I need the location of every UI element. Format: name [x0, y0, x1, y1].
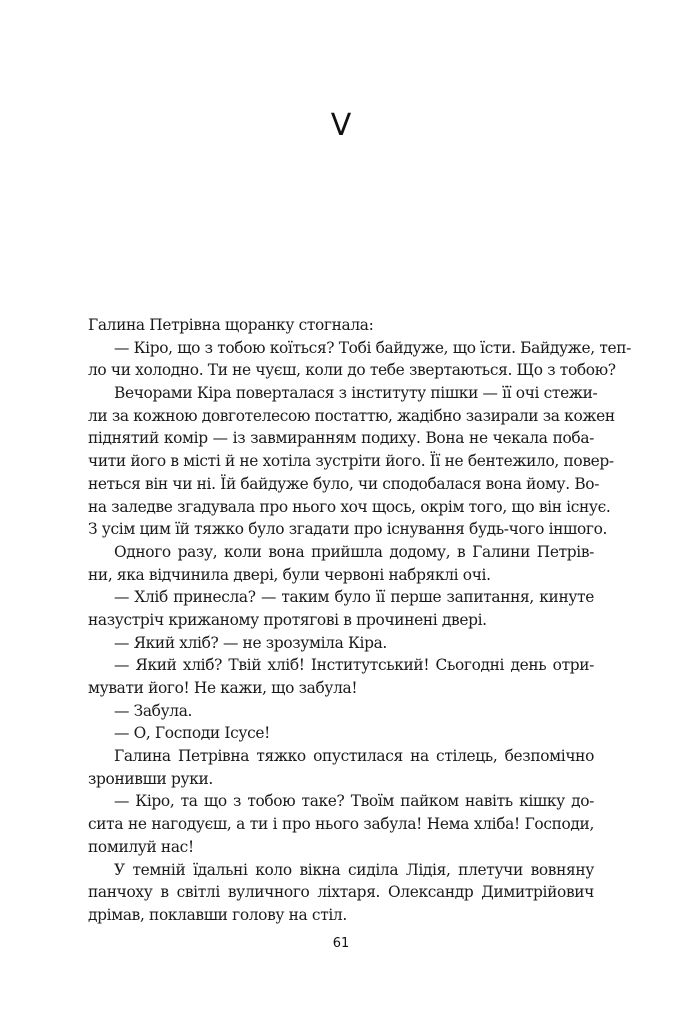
- text-line: піднятий комір — із завмиранням подиху. Вона не чекала поба-: [88, 429, 594, 448]
- text-line: — Який хліб? Твій хліб! Інститутський! Сьогодні день отри-: [114, 656, 594, 675]
- text-line: З усім цим їй тяжко було згадати про існування будь-чого іншого.: [88, 520, 608, 539]
- text-line: ли за кожною довготелесою постаттю, жадібно зазирали за кожен: [88, 406, 615, 425]
- body-text: [88, 314, 632, 927]
- text-line: ни, яка відчинила двері, були червоні набряклі очі.: [88, 565, 491, 584]
- text-line: — Хліб принесла? — таким було її перше запитання, кинуте: [114, 588, 594, 607]
- text-line: помилуй нас!: [88, 837, 194, 856]
- text-line: Галина Петрівна щоранку стогнала:: [88, 316, 374, 334]
- text-line: сита не нагодуєш, а ти і про нього забула! Нема хліба! Господи,: [88, 815, 594, 834]
- text-line: Галина Петрівна тяжко опустилася на стілець, безпомічно: [114, 747, 594, 766]
- text-line: — Який хліб? — не зрозуміла Кіра.: [114, 633, 387, 652]
- text-line: — Забула.: [114, 701, 193, 720]
- text-line: — Кіро, що з тобою коїться? Тобі байдуже, що їсти. Байдуже, теп-: [114, 338, 632, 357]
- text-line: У темній їдальні коло вікна сиділа Лідія, плетучи вовняну: [114, 860, 594, 879]
- chapter-heading: V: [330, 108, 352, 143]
- text-line: панчоху в світлі вуличного ліхтаря. Олександр Димитрійович: [88, 883, 594, 902]
- text-line: зронивши руки.: [88, 769, 213, 788]
- text-line: Вечорами Кіра поверталася з інституту пішки — її очі стежи-: [114, 384, 598, 403]
- text-line: на заледве згадувала про нього хоч щось, окрім того, що він існує.: [88, 497, 611, 516]
- text-line: — Кіро, та що з тобою таке? Твоїм пайком навіть кішку до-: [114, 792, 594, 811]
- page-number: 61: [332, 936, 350, 951]
- text-line: дрімав, поклавши голову на стіл.: [88, 905, 347, 924]
- text-line: неться він чи ні. Їй байдуже було, чи сподобалася вона йому. Во-: [88, 474, 600, 493]
- text-line: чити його в місті й не хотіла зустріти його. Її не бентежило, повер-: [88, 452, 614, 471]
- text-line: назустріч крижаному протягові в прочинені двері.: [88, 610, 487, 629]
- text-line: — О, Господи Ісусе!: [114, 724, 270, 743]
- text-line: ло чи холодно. Ти не чуєш, коли до тебе звертаються. Що з тобою?: [88, 361, 616, 380]
- text-line: мувати його! Не кажи, що забула!: [88, 679, 358, 697]
- text-line: Одного разу, коли вона прийшла додому, в Галини Петрів-: [114, 542, 594, 561]
